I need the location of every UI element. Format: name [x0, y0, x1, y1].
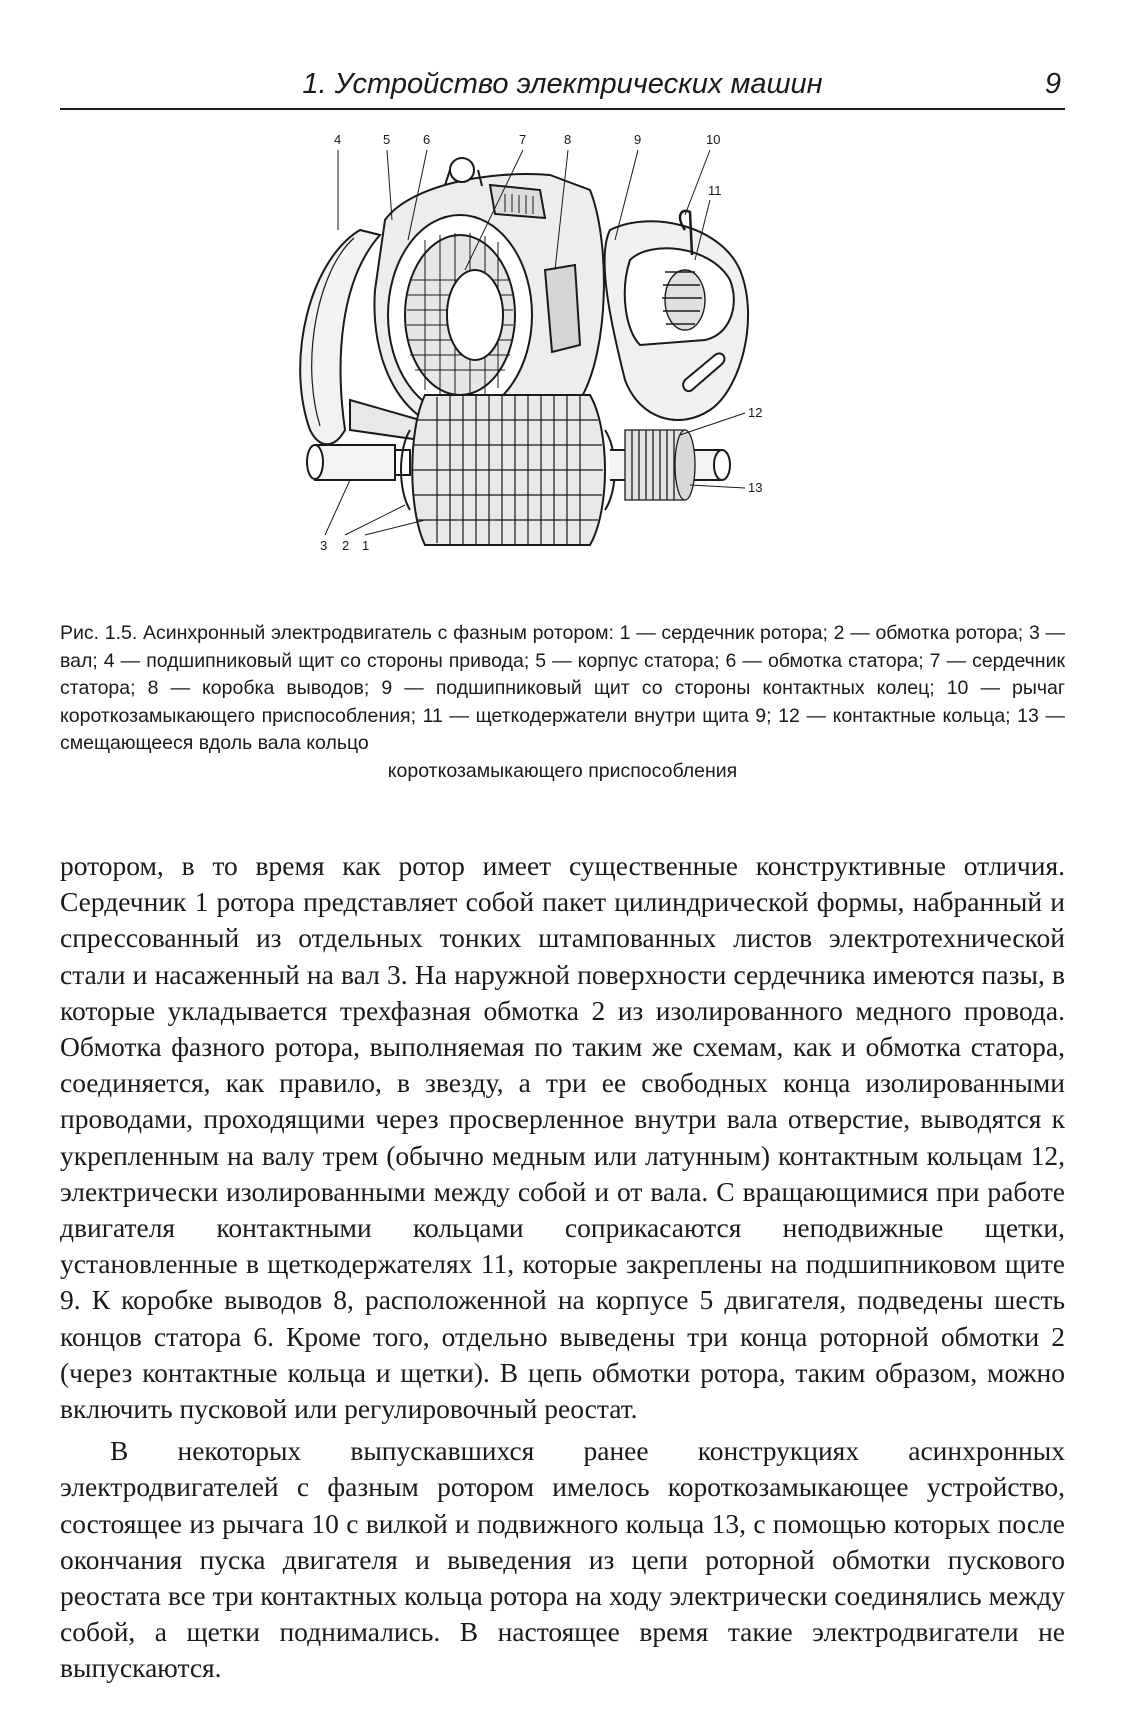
body-text	[60, 848, 1065, 1687]
page-number: 9	[1044, 68, 1061, 100]
motor-illustration	[290, 130, 850, 610]
label-4: 4	[334, 132, 342, 147]
rotor-winding	[401, 430, 410, 510]
label-7: 7	[519, 132, 527, 147]
caption-last-line: короткозамыкающего приспособления	[387, 759, 738, 782]
running-header	[60, 66, 1065, 110]
label-11: 11	[708, 183, 722, 198]
motor-drawing	[290, 130, 850, 610]
label-10: 10	[706, 132, 721, 147]
label-12: 12	[748, 405, 763, 420]
label-3: 3	[320, 538, 328, 553]
caption-text: Рис. 1.5. Асинхронный электродвигатель с фазным ротором: 1 — сердечник ротора; 2 — обмотка ротора; 3 — вал; 4 — подшипниковый щит со стороны привода; 5 — корпус статора; 6 — обмотка статора; 7 — сердечник статора; 8 — коробка выводов; 9 — подшипниковый щит со стороны контактных колец; 10 — рычаг короткозамыкающего приспособления; 11 — щеткодержатели внутри щита 9; 12 — контактные кольца; 13 — смещающееся вдоль вала кольцо	[60, 622, 1065, 754]
chapter-title: 1. Устройство электрических машин	[302, 68, 823, 100]
label-13: 13	[748, 480, 763, 495]
label-5: 5	[383, 132, 391, 147]
label-1: 1	[362, 538, 370, 553]
paragraph-1: ротором, в то время как ротор имеет существенные конструктивные отличия. Сердечник 1 ротора представляет собой пакет цилиндрической формы, набранный и спрессованный из отдельных тонких штампованных листов электротехнической стали и насаженный на вал 3. На наружной поверхности сердечника имеются пазы, в которые укладывается трехфазная обмотка 2 из изолированного медного провода. Обмотка фазного ротора, выполняемая по таким же схемам, как и обмотка статора, соединяется, как правило, в звезду, а три ее свободных конца изолированными проводами, проходящими через просверленное внутри вала отверстие, выводятся к укрепленным на валу трем (обычно медным или латунным) контактным кольцам 12, электрически изолированными между собой и от вала. С вращающимися при работе двигателя контактными кольцами соприкасаются неподвижные щетки, установленные в щеткодержателях 11, которые закреплены на подшипниковом щите 9. К коробке выводов 8, расположенной на корпусе 5 двигателя, подведены шесть концов статора 6. Кроме того, отдельно выведены три конца роторной обмотки 2 (через контактные кольца и щетки). В цепь обмотки ротора, таким образом, можно включить пусковой или регулировочный реостат.	[60, 850, 1065, 1425]
slip-rings	[625, 430, 695, 500]
label-2: 2	[342, 538, 350, 553]
shaft	[315, 445, 395, 480]
label-6: 6	[423, 132, 431, 147]
figure-caption	[60, 620, 1065, 785]
paragraph-2: В некоторых выпускавшихся ранее конструкциях асинхронных электродвигателей с фазным ротором имелось короткозамыкающее устройство, состоящее из рычага 10 с вилкой и подвижного кольца 13, с помощью которых после окончания пуска двигателя и выведения из цепи роторной обмотки пускового реостата все три контактных кольца ротора на ходу электрически соединялись между собой, а щетки поднимались. В настоящее время такие электродвигатели не выпускаются.	[60, 1435, 1065, 1684]
label-8: 8	[564, 132, 572, 147]
label-9: 9	[634, 132, 642, 147]
